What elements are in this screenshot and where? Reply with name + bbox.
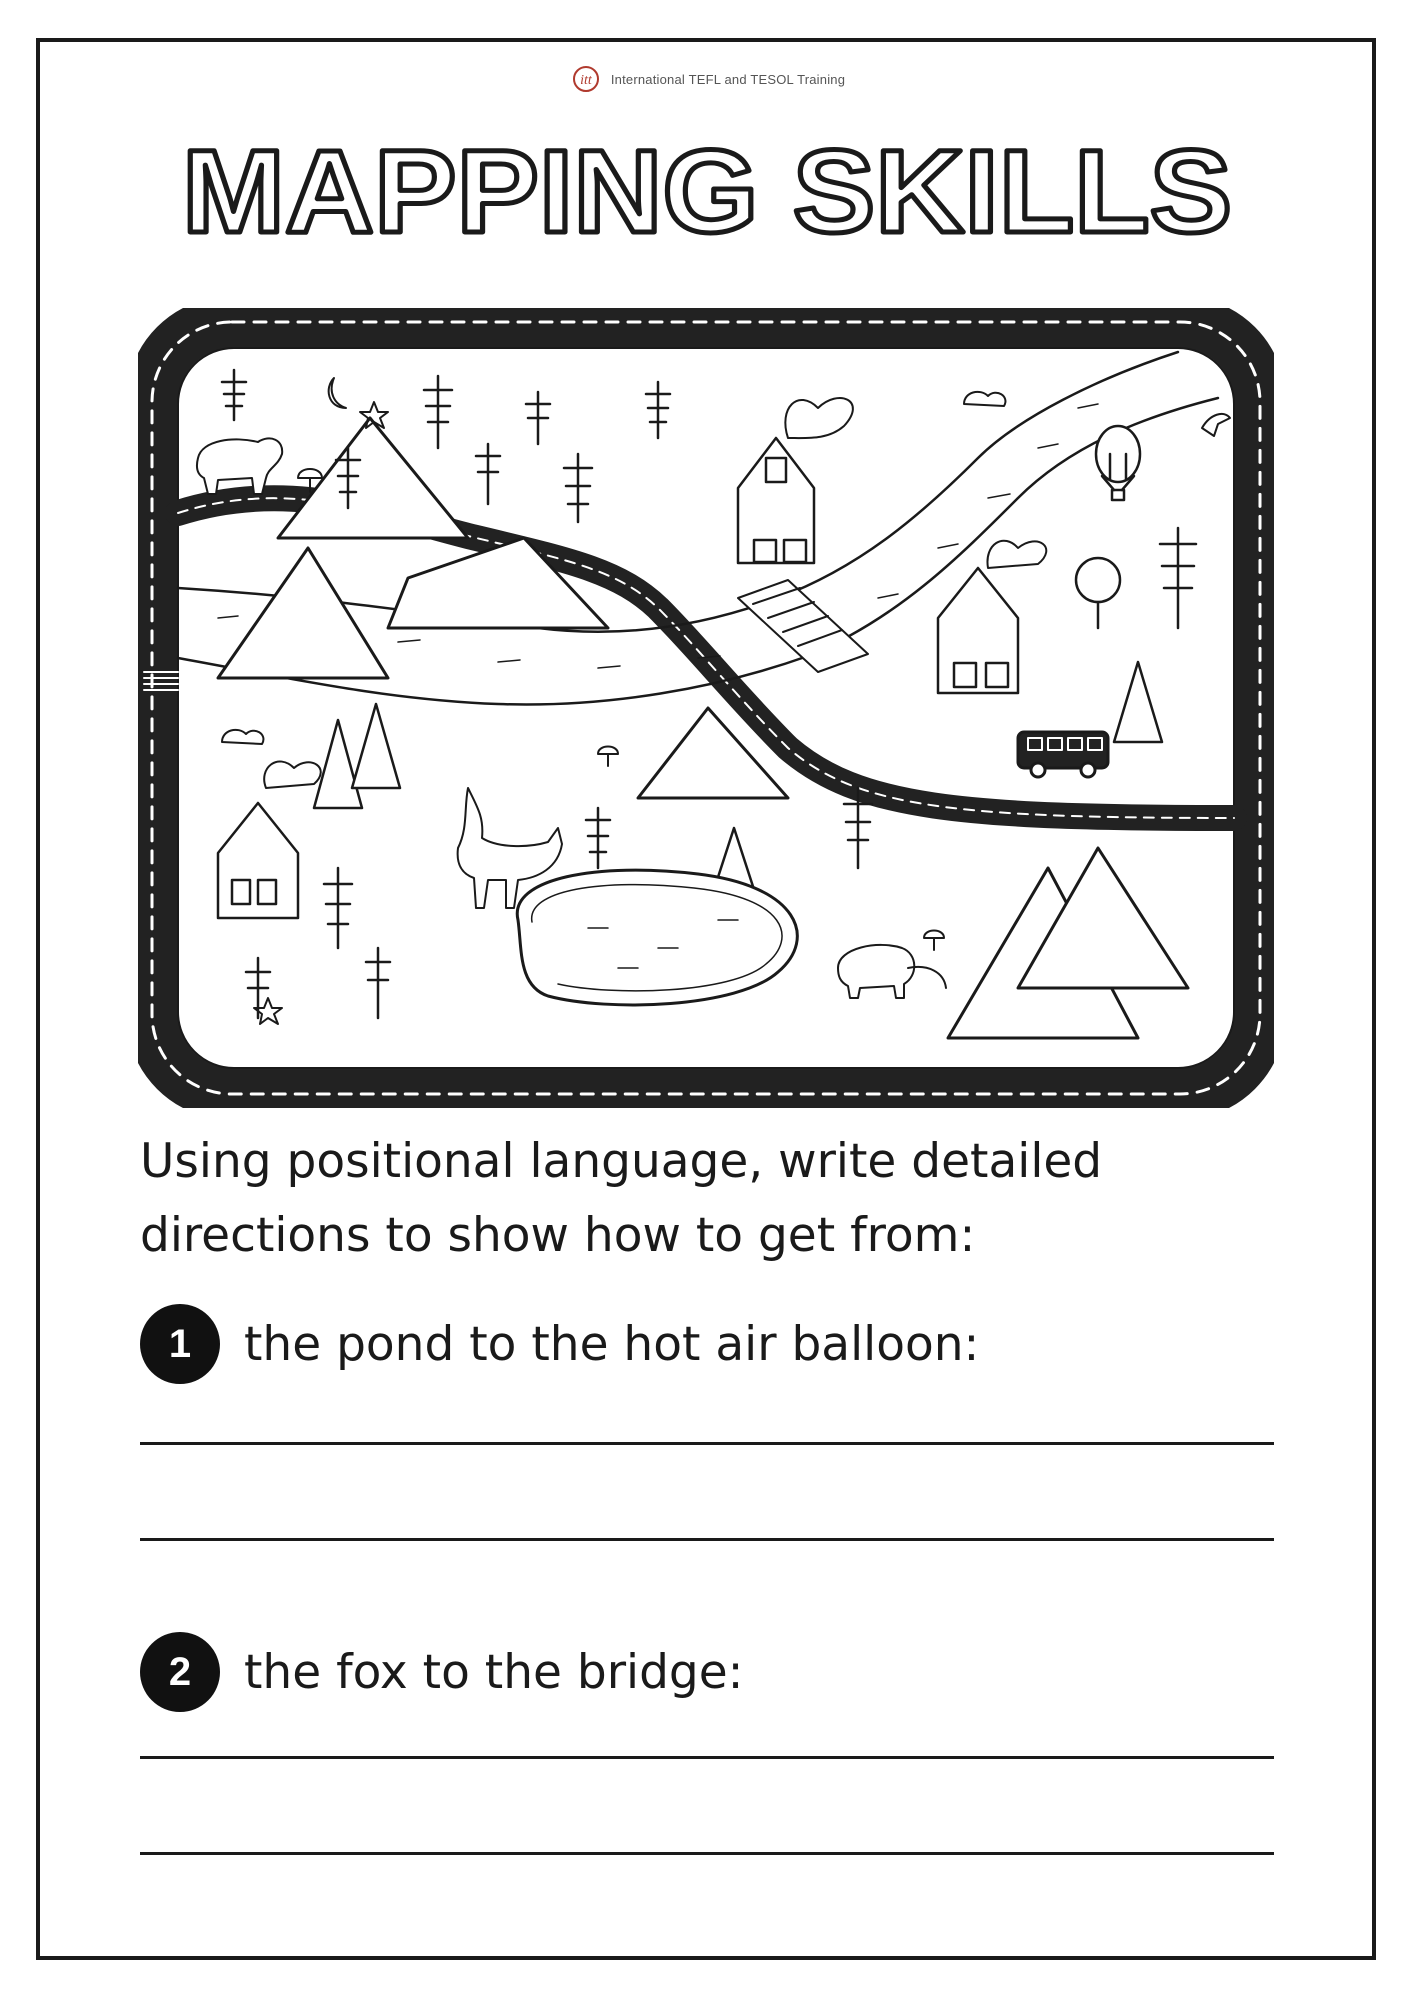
question-1 bbox=[140, 1304, 979, 1384]
svg-text:itt: itt bbox=[580, 73, 592, 88]
brand-name: International TEFL and TESOL Training bbox=[610, 71, 846, 87]
answer-line[interactable] bbox=[140, 1852, 1274, 1855]
question-text: the pond to the hot air balloon: bbox=[244, 1316, 980, 1372]
question-number-badge: 2 bbox=[140, 1632, 220, 1712]
question-2 bbox=[140, 1632, 744, 1712]
instructions-line-1: Using positional language, write detailed bbox=[140, 1134, 1103, 1189]
pond-icon bbox=[517, 870, 797, 1005]
instructions-line-2: directions to show how to get from: bbox=[140, 1208, 976, 1263]
question-number-badge: 1 bbox=[140, 1304, 220, 1384]
title-text: MAPPING SKILLS bbox=[182, 126, 1232, 258]
instructions bbox=[140, 1125, 1290, 1273]
answer-line[interactable] bbox=[140, 1756, 1274, 1759]
itt-logo-icon bbox=[569, 66, 603, 92]
page-title bbox=[0, 110, 1414, 260]
question-text: the fox to the bridge: bbox=[244, 1644, 744, 1700]
brand-header bbox=[0, 64, 1414, 94]
answer-line[interactable] bbox=[140, 1442, 1274, 1445]
answer-line[interactable] bbox=[140, 1538, 1274, 1541]
village-map bbox=[138, 308, 1274, 1108]
